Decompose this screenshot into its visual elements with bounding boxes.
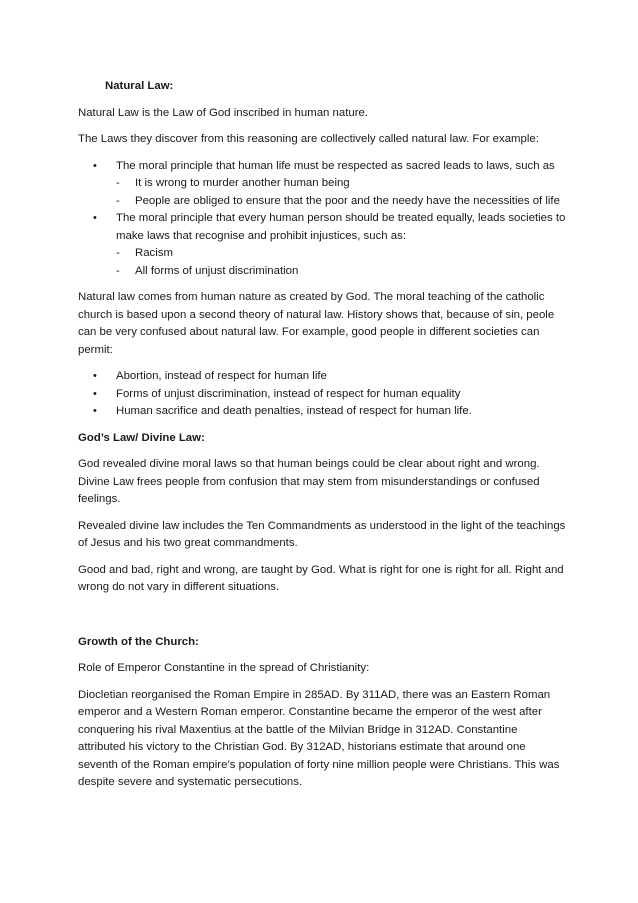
divine-law-paragraph-3: Good and bad, right and wrong, are taught by God. What is right for one is right for all. Right and wrong do not vary in different situations. — [78, 563, 564, 593]
dash-icon: - — [116, 247, 120, 259]
bullet-icon: • — [93, 159, 97, 172]
list-item-text: The moral principle that every human person should be treated equally, leads societies to make laws that recognise and prohibit injustices, such as: — [116, 212, 566, 242]
sub-list-item — [116, 175, 568, 193]
sub-list-item-text: It is wrong to murder another human being — [135, 177, 350, 189]
list-item — [93, 368, 568, 386]
sub-list — [116, 245, 568, 280]
natural-law-reasoning: The Laws they discover from this reasoning are collectively called natural law. For example: — [78, 133, 539, 145]
sub-list-item — [116, 245, 568, 263]
church-growth-paragraph: Diocletian reorganised the Roman Empire in 285AD. By 311AD, there was an Eastern Roman emperor and a Western Roman emperor. Constantine became the emperor of the west after conquering his rival Maxentius at the battle of the Milvian Bridge in 312AD. Constantine attributed his victory to the Christian God. By 312AD, historians estimate that around one seventh of the Roman empire’s population of forty nine million people were Christians. This was despite severe and systematic persecutions. — [78, 688, 560, 788]
list-item-text: Forms of unjust discrimination, instead of respect for human equality — [116, 387, 461, 400]
dash-icon: - — [116, 177, 120, 189]
dash-icon: - — [116, 264, 120, 277]
sub-list-item-text: Racism — [135, 247, 173, 259]
bullet-icon: • — [93, 405, 97, 417]
document-page — [78, 78, 568, 801]
divine-law-heading: God’s Law/ Divine Law: — [78, 431, 205, 444]
bullet-icon: • — [93, 387, 97, 400]
bullet-icon: • — [93, 370, 97, 382]
sub-list — [116, 175, 568, 210]
list-item — [93, 403, 568, 421]
list-item-text: Abortion, instead of respect for human life — [116, 370, 327, 382]
list-item — [93, 386, 568, 404]
natural-law-principles-list — [78, 158, 568, 281]
natural-law-heading: Natural Law: — [105, 80, 174, 92]
natural-law-examples-list — [78, 368, 568, 421]
sub-list-item — [116, 193, 568, 211]
natural-law-explanation: Natural law comes from human nature as created by God. The moral teaching of the catholic church is based upon a second theory of natural law. History shows that, because of sin, peole can be very confused about natural law. For example, good people in different societies can permit: — [78, 291, 555, 356]
church-growth-heading: Growth of the Church: — [78, 635, 199, 648]
natural-law-intro: Natural Law is the Law of God inscribed in human nature. — [78, 106, 368, 119]
list-item-text: The moral principle that human life must be respected as sacred leads to laws, such as — [116, 159, 555, 172]
constantine-subheading: Role of Emperor Constantine in the spread of Christianity: — [78, 662, 370, 674]
sub-list-item-text: People are obliged to ensure that the poor and the needy have the necessities of life — [135, 194, 560, 207]
sub-list-item-text: All forms of unjust discrimination — [135, 264, 299, 277]
divine-law-paragraph-1: God revealed divine moral laws so that human beings could be clear about right and wrong. Divine Law frees people from confusion that may stem from misunderstandings or confused feelings. — [78, 458, 540, 505]
bullet-icon: • — [93, 212, 97, 224]
list-item-text: Human sacrifice and death penalties, instead of respect for human life. — [116, 405, 472, 417]
divine-law-paragraph-2: Revealed divine law includes the Ten Commandments as understood in the light of the teachings of Jesus and his two great commandments. — [78, 519, 566, 549]
dash-icon: - — [116, 194, 120, 207]
list-item — [93, 210, 568, 280]
list-item — [93, 158, 568, 211]
sub-list-item — [116, 263, 568, 281]
